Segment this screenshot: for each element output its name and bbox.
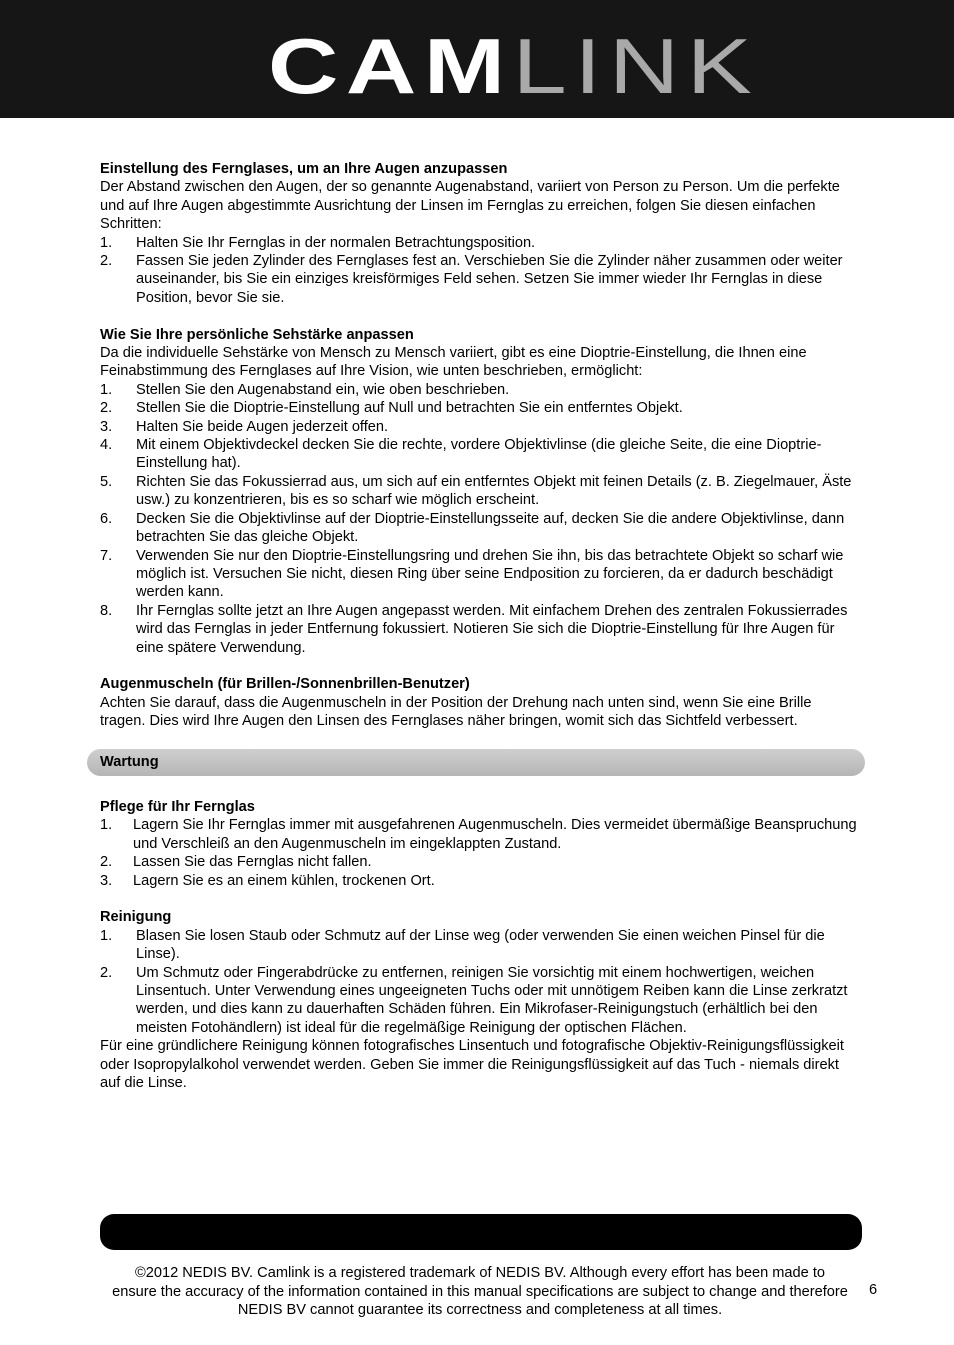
list-item-text: Halten Sie Ihr Fernglas in der normalen Betrachtungsposition. — [136, 234, 536, 251]
list-item-number: 6. — [100, 510, 113, 527]
maintenance-section-bar — [87, 749, 865, 776]
list-item — [100, 964, 860, 1038]
list-item-text: Stellen Sie die Dioptrie-Einstellung auf Null und betrachten Sie ein entferntes Objekt. — [136, 400, 683, 417]
list-item-text: Mit einem Objektivdeckel decken Sie die rechte, vordere Objektivlinse (die gleiche Seite, die eine Dioptrie-Einstellung hat). — [136, 437, 822, 472]
list-item — [100, 399, 860, 417]
list-item-number: 8. — [100, 602, 113, 619]
list-item — [100, 853, 860, 871]
list-item — [100, 252, 860, 307]
list-item — [100, 872, 860, 890]
list-item — [100, 510, 860, 547]
camlink-logo: CAMLINK — [268, 22, 760, 110]
list-item — [100, 927, 860, 964]
list-item-number: 4. — [100, 437, 113, 454]
section-title: Reinigung — [100, 909, 172, 926]
section-title: Pflege für Ihr Fernglas — [100, 798, 255, 815]
section-bar-label: Wartung — [100, 753, 159, 770]
list-item-text: Lassen Sie das Fernglas nicht fallen. — [133, 854, 372, 871]
section-intro: Der Abstand zwischen den Augen, der so genannte Augenabstand, variiert von Person zu Person. Um die perfekte und auf Ihre Augen abgestimmte Ausrichtung der Linsen im Fernglas zu erreichen, folgen Sie diesen einfachen Schritten: — [100, 179, 840, 233]
list-item — [100, 418, 860, 436]
list-item-text: Verwenden Sie nur den Dioptrie-Einstellungsring und drehen Sie ihn, bis das betrachtete Objekt so scharf wie möglich ist. Versuchen Sie nicht, diesen Ring über seine Endposition zu forcieren, da er dadurch beschädigt werden kann. — [136, 547, 844, 601]
list-item-number: 7. — [100, 547, 113, 564]
section-diopter — [100, 326, 860, 657]
list-item — [100, 234, 860, 252]
list-item-number: 5. — [100, 473, 113, 490]
list-item-number: 2. — [100, 964, 113, 981]
list-item-number: 2. — [100, 854, 113, 871]
section-intro: Da die individuelle Sehstärke von Mensch zu Mensch variiert, gibt es eine Dioptrie-Einstellung, die Ihnen eine Feinabstimmung des Fernglases auf Ihre Vision, wie unten beschrieben, ermöglicht: — [100, 345, 807, 380]
list-item-text: Lagern Sie Ihr Fernglas immer mit ausgefahrenen Augenmuscheln. Dies vermeidet übermäßige Beanspruchung und Verschleiß an den Augenmuscheln im eingeklappten Zustand. — [133, 817, 857, 852]
list-item — [100, 381, 860, 399]
footer-copyright: ©2012 NEDIS BV. Camlink is a registered trademark of NEDIS BV. Although every effort has been made to ensure the accuracy of the information contained in this manual specifications are subject to change and therefore NEDIS BV cannot guarantee its correctness and completeness at all times. — [112, 1265, 848, 1318]
page-header — [0, 0, 954, 118]
list-item-text: Stellen Sie den Augenabstand ein, wie oben beschrieben. — [136, 381, 510, 398]
step-list — [100, 234, 860, 308]
list-item-number: 2. — [100, 253, 113, 270]
list-item — [100, 473, 860, 510]
list-item-text: Lagern Sie es an einem kühlen, trockenen Ort. — [133, 872, 435, 889]
list-item — [100, 602, 860, 657]
list-item-number: 2. — [100, 400, 113, 417]
list-item-number: 1. — [100, 817, 113, 834]
manual-content — [100, 160, 860, 1111]
section-title: Augenmuscheln (für Brillen-/Sonnenbrillen-Benutzer) — [100, 676, 470, 693]
section-outro: Für eine gründlichere Reinigung können fotografisches Linsentuch und fotografische Objektiv-Reinigungsflüssigkeit oder Isopropylalkohol verwendet werden. Geben Sie immer die Reinigungsflüssigkeit auf das Tuch - niemals direkt auf die Linse. — [100, 1038, 844, 1092]
list-item-number: 1. — [100, 234, 113, 251]
list-item-text: Um Schmutz oder Fingerabdrücke zu entfernen, reinigen Sie vorsichtig mit einem hochwertigen, weichen Linsentuch. Unter Verwendung eines ungeeigneten Tuchs oder mit unnötigem Reiben kann die Linse zerkratzt werden, und dies kann zu dauerhaften Schäden führen. Ein Mikrofaser-Reinigungstuch (erhältlich bei den meisten Fotohändlern) ist ideal für die regelmäßige Reinigung der optischen Flächen. — [136, 964, 848, 1036]
list-item-text: Decken Sie die Objektivlinse auf der Dioptrie-Einstellungsseite auf, decken Sie die andere Objektivlinse, dann betrachten Sie das gleiche Objekt. — [136, 510, 845, 546]
list-item-number: 1. — [100, 381, 113, 398]
footer-bar — [100, 1214, 862, 1250]
list-item-text: Richten Sie das Fokussierrad aus, um sich auf ein entferntes Objekt mit feinen Details (z. B. Ziegelmauer, Äste usw.) zu konzentrieren, bis es so scharf wie möglich erscheint. — [136, 473, 852, 509]
step-list — [100, 927, 860, 1037]
list-item-number: 3. — [100, 872, 113, 889]
section-adjust — [100, 160, 860, 307]
list-item-text: Halten Sie beide Augen jederzeit offen. — [136, 418, 389, 435]
list-item-text: Fassen Sie jeden Zylinder des Fernglases fest an. Verschieben Sie die Zylinder näher zusammen oder weiter auseinander, bis Sie ein einziges kreisförmiges Feld sehen. Setzen Sie immer wieder Ihr Fernglas in diese Position, bevor Sie sie. — [136, 253, 843, 306]
list-item-number: 3. — [100, 418, 113, 435]
list-item-number: 1. — [100, 927, 113, 944]
list-item-text: Blasen Sie losen Staub oder Schmutz auf der Linse weg (oder verwenden Sie einen weichen Pinsel für die Linse). — [136, 927, 825, 963]
section-text: Achten Sie darauf, dass die Augenmuscheln in der Position der Drehung nach unten sind, wenn Sie eine Brille tragen. Dies wird Ihre Augen den Linsen des Fernglases näher bringen, womit sich das Sichtfeld verbessert. — [100, 694, 812, 730]
section-title: Einstellung des Fernglases, um an Ihre Augen anzupassen — [100, 161, 508, 177]
step-list — [100, 816, 860, 890]
page-number: 6 — [869, 1282, 878, 1298]
list-item — [100, 816, 860, 853]
section-eyecups — [100, 675, 860, 730]
section-title: Wie Sie Ihre persönliche Sehstärke anpassen — [100, 326, 414, 343]
list-item — [100, 547, 860, 602]
list-item — [100, 436, 860, 473]
step-list — [100, 381, 860, 657]
section-care — [100, 798, 860, 890]
list-item-text: Ihr Fernglas sollte jetzt an Ihre Augen angepasst werden. Mit einfachem Drehen des zentralen Fokussierrades wird das Fernglas in jeder Entfernung fokussiert. Notieren Sie sich die Dioptrie-Einstellung für Ihre Augen für eine spätere Verwendung. — [136, 602, 848, 656]
section-cleaning — [100, 908, 860, 1092]
